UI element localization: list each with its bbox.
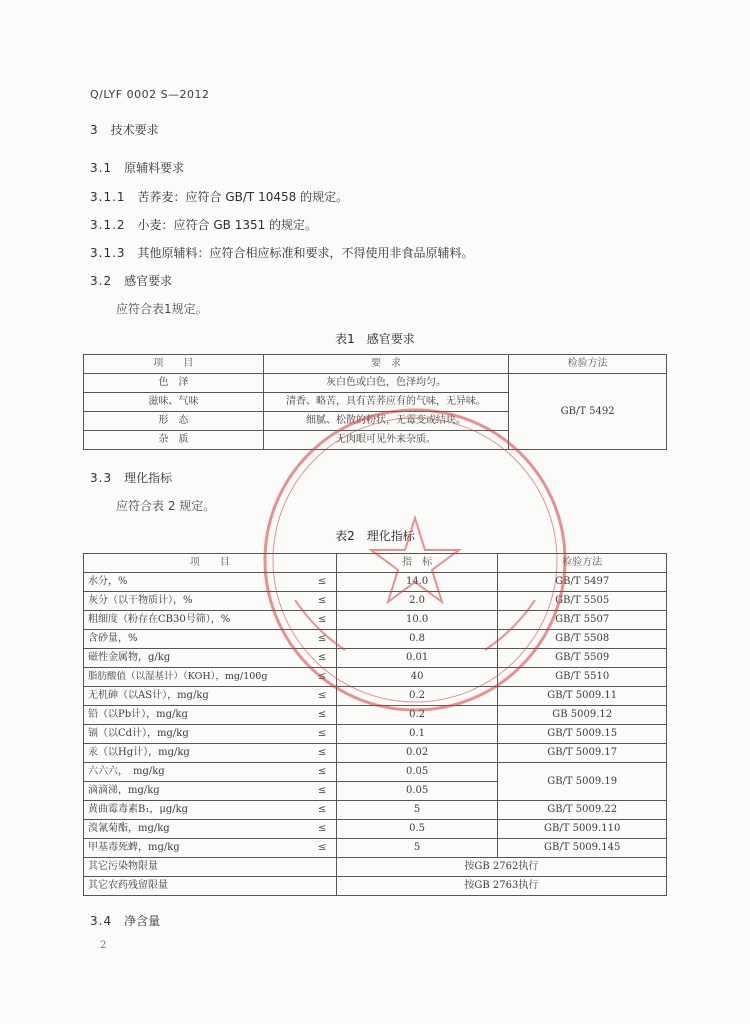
table-row (84, 877, 667, 896)
table-row (84, 573, 667, 592)
page-number: 2 (100, 940, 107, 951)
symbol-cell: ≤ (308, 687, 336, 706)
header-method: 检验方法 (498, 554, 667, 573)
item-cell: 其它污染物限量 (84, 858, 337, 877)
method-cell: GB/T 5009.110 (498, 820, 667, 839)
method-cell: GB/T 5505 (498, 592, 667, 611)
section-text: 小麦：应符合 GB 1351 的规定。 (137, 218, 318, 232)
symbol-cell: ≤ (308, 763, 336, 782)
table-row (84, 592, 667, 611)
section-number: 3.1.1 (90, 190, 126, 204)
table-row (84, 858, 667, 877)
section-3-1-3 (90, 244, 474, 261)
item-cell: 其它农药残留限量 (84, 877, 337, 896)
method-cell: GB/T 5009.11 (498, 687, 667, 706)
item-cell: 水分，% (84, 573, 309, 592)
section-title: 理化指标 (124, 471, 173, 485)
symbol-cell: ≤ (308, 592, 336, 611)
method-cell: GB/T 5492 (509, 374, 667, 450)
symbol-cell: ≤ (308, 706, 336, 725)
item-cell: 杂 质 (84, 431, 264, 450)
method-cell: GB/T 5510 (498, 668, 667, 687)
header-method: 检验方法 (509, 355, 667, 374)
value-cell: 0.5 (336, 820, 498, 839)
table-row (84, 668, 667, 687)
symbol-cell: ≤ (308, 782, 336, 801)
symbol-cell: ≤ (308, 744, 336, 763)
value-cell: 0.2 (336, 687, 498, 706)
item-cell: 铅（以Pb计），mg/kg (84, 706, 309, 725)
symbol-cell: ≤ (308, 668, 336, 687)
item-cell: 脂肪酸值（以湿基计）（KOH），mg/100g (84, 668, 309, 687)
requirement-cell: 清香、略苦，具有苦荞应有的气味，无异味。 (263, 393, 509, 412)
section-3 (90, 121, 159, 138)
value-cell: 0.8 (336, 630, 498, 649)
method-cell: GB 5009.12 (498, 706, 667, 725)
table-row (84, 820, 667, 839)
section-number: 3.1.2 (90, 218, 126, 232)
section-number: 3.4 (90, 914, 113, 928)
value-cell: 40 (336, 668, 498, 687)
header-item: 项 目 (84, 554, 337, 573)
table-row (84, 611, 667, 630)
value-cell: 10.0 (336, 611, 498, 630)
table-row (84, 725, 667, 744)
value-cell: 0.2 (336, 706, 498, 725)
method-cell: GB/T 5009.145 (498, 839, 667, 858)
requirement-cell: 灰白色或白色，色泽均匀。 (263, 374, 509, 393)
table-header-row (84, 355, 667, 374)
section-number: 3.1.3 (90, 246, 126, 260)
item-cell: 镉（以Cd计），mg/kg (84, 725, 309, 744)
value-cell: 0.02 (336, 744, 498, 763)
item-cell: 磁性金属物，g/kg (84, 649, 309, 668)
symbol-cell: ≤ (308, 649, 336, 668)
value-cell: 5 (336, 801, 498, 820)
table-row (84, 744, 667, 763)
method-cell: GB/T 5507 (498, 611, 667, 630)
section-3-4 (90, 912, 160, 929)
section-title: 原辅料要求 (124, 161, 185, 175)
value-cell: 0.05 (336, 782, 498, 801)
table-row (84, 630, 667, 649)
table-row (84, 687, 667, 706)
item-cell: 滴滴涕，mg/kg (84, 782, 309, 801)
item-cell: 汞（以Hg计），mg/kg (84, 744, 309, 763)
table1-caption: 表1 感官要求 (335, 332, 415, 346)
symbol-cell: ≤ (308, 839, 336, 858)
symbol-cell: ≤ (308, 820, 336, 839)
symbol-cell: ≤ (308, 611, 336, 630)
header-item: 项 目 (84, 355, 264, 374)
value-cell: 0.05 (336, 763, 498, 782)
section-3-1 (90, 159, 184, 176)
span-cell: 按GB 2763执行 (336, 877, 666, 896)
section-3-2 (90, 272, 172, 289)
requirement-cell: 细腻、松散的粉状，无霉变或结块。 (263, 412, 509, 431)
item-cell: 黄曲霉毒素B₁，μg/kg (84, 801, 309, 820)
item-cell: 滋味、气味 (84, 393, 264, 412)
section-number: 3.2 (90, 274, 113, 288)
method-cell: GB/T 5009.15 (498, 725, 667, 744)
table-header-row (84, 554, 667, 573)
value-cell: 0.01 (336, 649, 498, 668)
header-index: 指 标 (336, 554, 498, 573)
value-cell: 0.1 (336, 725, 498, 744)
section-3-3-text: 应符合表 2 规定。 (116, 499, 216, 513)
section-3-2-text: 应符合表1规定。 (116, 302, 208, 316)
section-title: 感官要求 (124, 274, 173, 288)
symbol-cell: ≤ (308, 630, 336, 649)
table-row (84, 839, 667, 858)
method-cell: GB/T 5009.17 (498, 744, 667, 763)
section-text: 苦荞麦：应符合 GB/T 10458 的规定。 (137, 190, 349, 204)
item-cell: 无机砷（以AS计），mg/kg (84, 687, 309, 706)
section-3-1-1 (90, 188, 348, 205)
item-cell: 六六六， mg/kg (84, 763, 309, 782)
table-row (84, 706, 667, 725)
table2-caption: 表2 理化指标 (335, 529, 415, 543)
method-cell: GB/T 5508 (498, 630, 667, 649)
symbol-cell: ≤ (308, 573, 336, 592)
section-title: 净含量 (124, 914, 161, 928)
requirement-cell: 无肉眼可见外来杂质。 (263, 431, 509, 450)
item-cell: 溴氰菊酯，mg/kg (84, 820, 309, 839)
method-cell: GB/T 5509 (498, 649, 667, 668)
symbol-cell: ≤ (308, 801, 336, 820)
method-cell: GB/T 5009.22 (498, 801, 667, 820)
value-cell: 14.0 (336, 573, 498, 592)
symbol-cell: ≤ (308, 725, 336, 744)
section-3-3 (90, 469, 172, 486)
section-number: 3.3 (90, 471, 113, 485)
method-cell: GB/T 5497 (498, 573, 667, 592)
section-title: 技术要求 (110, 123, 159, 137)
table-row (84, 374, 667, 393)
table-row (84, 801, 667, 820)
physicochemical-table (83, 553, 667, 896)
item-cell: 形 态 (84, 412, 264, 431)
value-cell: 2.0 (336, 592, 498, 611)
value-cell: 5 (336, 839, 498, 858)
section-number: 3.1 (90, 161, 113, 175)
item-cell: 含砂量，% (84, 630, 309, 649)
section-text: 其他原辅料：应符合相应标准和要求，不得使用非食品原辅料。 (137, 246, 474, 260)
method-cell: GB/T 5009.19 (498, 763, 667, 801)
section-number: 3 (90, 123, 99, 137)
table-row (84, 649, 667, 668)
header-requirement: 要 求 (263, 355, 509, 374)
item-cell: 色 泽 (84, 374, 264, 393)
item-cell: 灰分（以干物质计），% (84, 592, 309, 611)
item-cell: 粗细度（粉存在CB30号筛），% (84, 611, 309, 630)
document-header: Q/LYF 0002 S—2012 (90, 88, 210, 101)
span-cell: 按GB 2762执行 (336, 858, 666, 877)
section-3-1-2 (90, 216, 317, 233)
sensory-table (83, 354, 667, 450)
item-cell: 甲基毒死蜱，mg/kg (84, 839, 309, 858)
table-row (84, 763, 667, 782)
